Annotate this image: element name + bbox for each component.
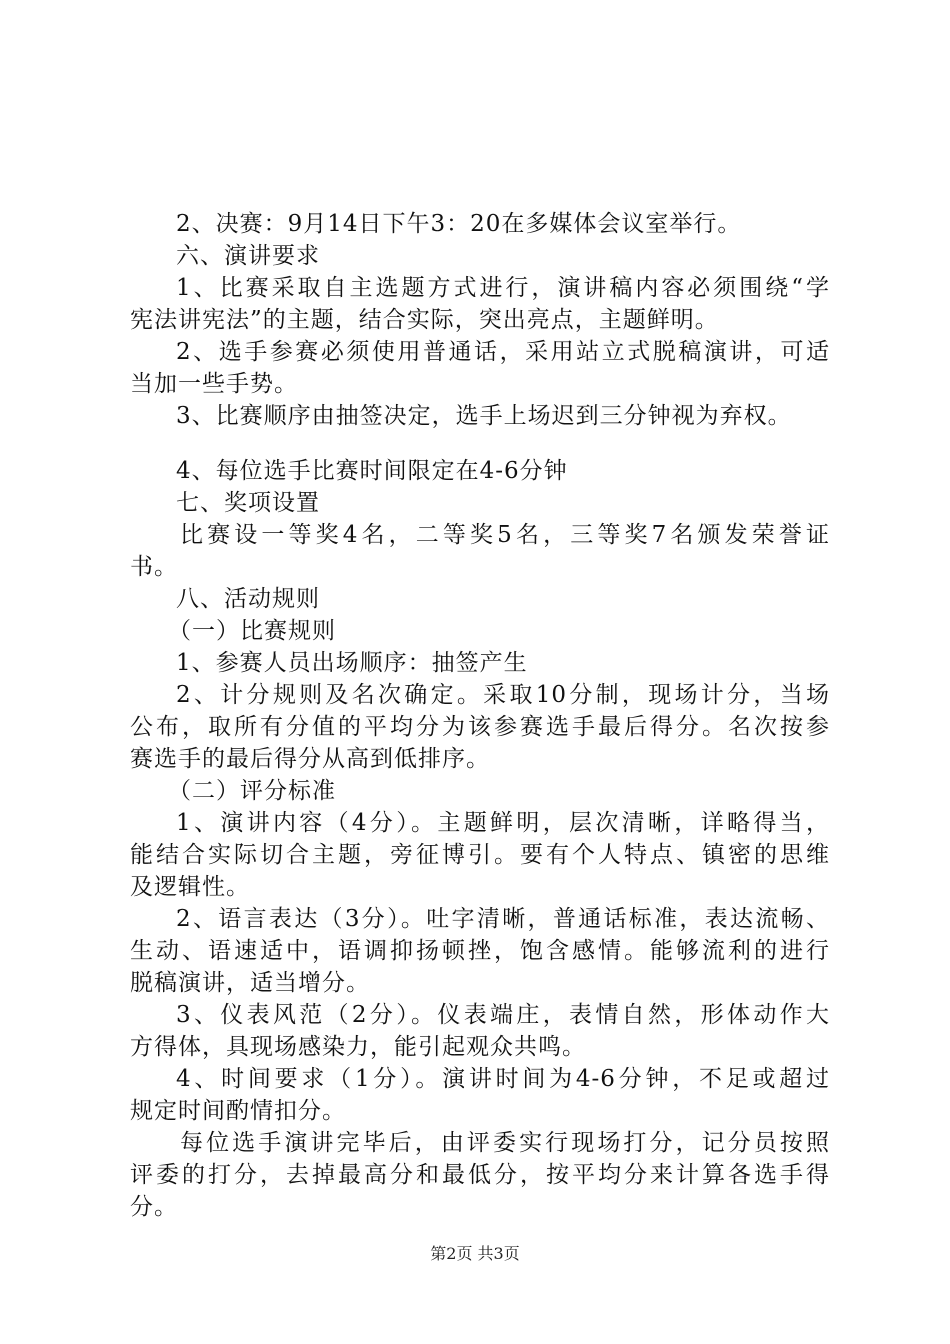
- text-line: 2、选手参赛必须使用普通话，采用站立式脱稿演讲，可适: [176, 339, 830, 365]
- text-line: 赛选手的最后得分从高到低排序。: [130, 746, 490, 772]
- text-line: 能结合实际切合主题，旁征博引。要有个人特点、镇密的思维: [130, 842, 830, 868]
- section-heading-speech-requirements: 六、演讲要求: [176, 243, 320, 269]
- text-line: 3、仪表风范（2分）。仪表端庄，表情自然，形体动作大: [176, 1002, 830, 1028]
- text-line: 每位选手演讲完毕后，由评委实行现场打分，记分员按照: [180, 1130, 830, 1156]
- text-line: 书。: [130, 554, 178, 580]
- text-line: 3、比赛顺序由抽签决定，选手上场迟到三分钟视为弃权。: [176, 403, 792, 429]
- text-line: 2、计分规则及名次确定。采取10分制，现场计分，当场: [176, 682, 830, 708]
- section-heading-awards: 七、奖项设置: [176, 490, 320, 516]
- text-line: 方得体，具现场感染力，能引起观众共鸣。: [130, 1034, 586, 1060]
- text-line: 公布，取所有分值的平均分为该参赛选手最后得分。名次按参: [130, 714, 830, 740]
- text-line: 分。: [130, 1194, 178, 1220]
- subheading-competition-rules: （一）比赛规则: [168, 618, 336, 644]
- section-heading-activity-rules: 八、活动规则: [176, 586, 320, 612]
- text-line: 评委的打分，去掉最高分和最低分，按平均分来计算各选手得: [130, 1162, 830, 1188]
- text-line: 4、时间要求（1分）。演讲时间为4-6分钟，不足或超过: [176, 1066, 830, 1092]
- text-line: 4、每位选手比赛时间限定在4-6分钟: [176, 458, 568, 484]
- text-line: 1、演讲内容（4分）。主题鲜明，层次清晰，详略得当，: [176, 810, 830, 836]
- text-line: 及逻辑性。: [130, 874, 250, 900]
- subheading-scoring-criteria: （二）评分标准: [168, 778, 336, 804]
- text-line: 1、参赛人员出场顺序：抽签产生: [176, 650, 528, 676]
- page-number-footer: 第2页 共3页: [430, 1244, 520, 1263]
- text-line: 宪法讲宪法”的主题，结合实际，突出亮点，主题鲜明。: [130, 307, 719, 333]
- text-line: 1、比赛采取自主选题方式进行，演讲稿内容必须围绕“学: [176, 275, 830, 301]
- text-line: 2、语言表达（3分）。吐字清晰，普通话标准，表达流畅、: [176, 906, 830, 932]
- text-line: 规定时间酌情扣分。: [130, 1098, 346, 1124]
- text-line: 生动、语速适中，语调抑扬顿挫，饱含感情。能够流利的进行: [130, 938, 830, 964]
- text-line: 脱稿演讲，适当增分。: [130, 970, 370, 996]
- text-line: 当加一些手势。: [130, 371, 298, 397]
- text-line: 比赛设一等奖4名，二等奖5名，三等奖7名颁发荣誉证: [180, 522, 830, 548]
- text-line-final-schedule: 2、决赛：9月14日下午3：20在多媒体会议室举行。: [176, 211, 742, 237]
